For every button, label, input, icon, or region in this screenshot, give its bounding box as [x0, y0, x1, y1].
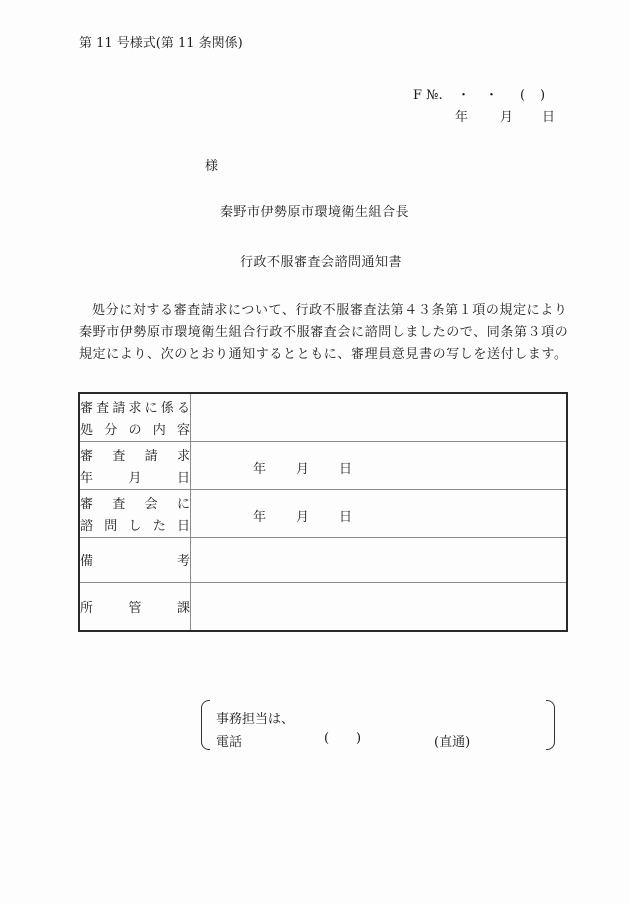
document-title: 行政不服審査会諮問通知書: [240, 255, 403, 270]
disposition-content-field[interactable]: [191, 393, 568, 441]
date-day: 日: [339, 462, 353, 477]
contact-person-label: 事務担当は、: [216, 712, 295, 727]
phone-label: 電話: [216, 735, 243, 750]
table-row: [79, 393, 567, 441]
file-number-dot: ・: [457, 88, 471, 103]
label-char: 備: [80, 554, 94, 569]
row-label-department: [79, 582, 191, 631]
paren-close: ): [540, 88, 546, 103]
label-char: 係: [160, 400, 174, 416]
department-field[interactable]: [191, 582, 568, 631]
label-char: 会: [144, 496, 158, 512]
row-label-consultation-date: [79, 489, 191, 537]
bracket-left: [201, 700, 210, 750]
label-char: た: [152, 518, 166, 534]
label-char: 審: [80, 400, 94, 416]
table-row: [79, 582, 567, 631]
request-date-field[interactable]: [191, 441, 568, 489]
label-char: 査: [96, 400, 110, 416]
paren-close: ): [356, 731, 362, 746]
label-char: 管: [128, 600, 142, 616]
label-char: 請: [112, 400, 126, 416]
label-char: 分: [104, 422, 118, 438]
body-paragraph: 処分に対する審査請求について、行政不服審査法第４３条第１項の規定により秦野市伊勢原市環境衛生組合行政不服審査会に諮問しましたので、同条第３項の規定により、次のとおり通知するとともに、審理員意見書の写しを送付します。: [79, 303, 569, 362]
remarks-field[interactable]: [191, 537, 568, 582]
label-char: し: [128, 518, 142, 534]
label-char: 処: [80, 422, 94, 438]
table-row: [79, 441, 567, 489]
paren-open: (: [520, 88, 526, 103]
label-char: 求: [176, 448, 190, 464]
date-day: 日: [542, 110, 556, 125]
recipient-honorific: 様: [205, 159, 219, 174]
date-day: 日: [339, 510, 353, 525]
label-char: 月: [128, 470, 142, 486]
row-label-request-date: [79, 441, 191, 489]
label-char: 課: [176, 600, 190, 616]
label-char: 所: [80, 600, 94, 616]
label-char: る: [176, 400, 190, 416]
date-month: 月: [500, 110, 514, 125]
label-char: 問: [104, 518, 118, 534]
label-char: 内: [152, 422, 166, 438]
label-char: 査: [112, 448, 126, 464]
label-char: 年: [80, 470, 94, 486]
paren-open: (: [324, 731, 330, 746]
consultation-date-field[interactable]: [191, 489, 568, 537]
table-row: [79, 489, 567, 537]
file-number-dot: ・: [485, 88, 499, 103]
notification-table: [78, 392, 568, 632]
label-char: に: [144, 400, 158, 416]
label-char: 審: [80, 448, 94, 464]
date-year: 年: [253, 462, 267, 477]
table-row: [79, 537, 567, 582]
bracket-right: [546, 700, 555, 750]
label-char: 査: [112, 496, 126, 512]
label-char: 日: [176, 518, 190, 534]
row-label-remarks: [79, 537, 191, 582]
label-char: 請: [144, 448, 158, 464]
contact-box: [201, 700, 555, 748]
direct-line-label: (直通): [434, 735, 471, 750]
label-char: 容: [176, 422, 190, 438]
date-month: 月: [296, 510, 310, 525]
date-year: 年: [253, 510, 267, 525]
label-char: 求: [128, 400, 142, 416]
label-char: 日: [176, 470, 190, 486]
file-number-label: F №.: [413, 88, 443, 103]
label-char: 審: [80, 496, 94, 512]
row-label-disposition: [79, 393, 191, 441]
date-month: 月: [296, 462, 310, 477]
form-number: 第 11 号様式(第 11 条関係): [79, 36, 243, 51]
sender-name: 秦野市伊勢原市環境衛生組合長: [220, 205, 410, 220]
date-year: 年: [455, 110, 469, 125]
label-char: の: [128, 422, 142, 438]
label-char: 諮: [80, 518, 94, 534]
label-char: に: [176, 496, 190, 512]
label-char: 考: [176, 554, 190, 569]
